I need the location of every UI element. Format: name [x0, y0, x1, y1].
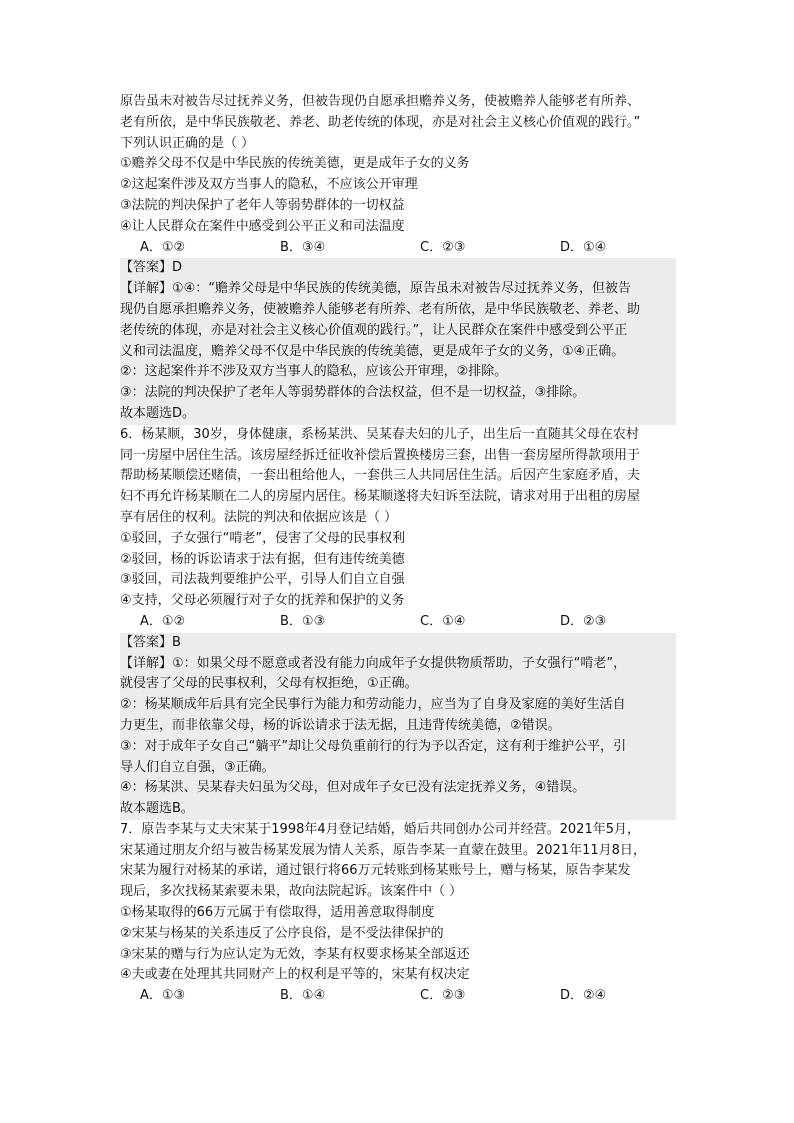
option-a: A．①③ — [140, 988, 186, 1004]
question-stem-line: 6．杨某顺，30岁，身体健康，系杨某洪、吴某春夫妇的儿子，出生后一直随其父母在农村 — [120, 426, 639, 442]
option-b: B．①③ — [280, 613, 326, 629]
statement-item: ①驳回，子女强行“啃老”，侵害了父母的民事权利 — [120, 530, 406, 546]
answer-options — [120, 612, 676, 633]
statement-item: ④让人民群众在案件中感受到公平正义和司法温度 — [120, 218, 405, 234]
option-b: B．①④ — [280, 988, 326, 1004]
answer-label: 【答案】B — [120, 634, 181, 650]
statement-item: ②驳回，杨的诉讼请求于法有据，但有违传统美德 — [120, 551, 405, 567]
option-c: C．①④ — [420, 613, 466, 629]
option-d: D．②④ — [560, 988, 607, 1004]
explanation-line: 导人们自立自强，③正确。 — [120, 759, 275, 775]
statement-item: ③法院的判决保护了老年人等弱势群体的一切权益 — [120, 197, 405, 213]
statement-item: ②这起案件涉及双方当事人的隐私，不应该公开审理 — [120, 177, 418, 193]
explanation-line: 义和司法温度，赡养父母不仅是中华民族的传统美德，更是成年子女的义务，①④正确。 — [120, 343, 625, 359]
statement-item: ④夫或妻在处理其共同财产上的权利是平等的，宋某有权决定 — [120, 967, 470, 983]
explanation-line: ②：杨某顺成年后具有完全民事行为能力和劳动能力，应当为了自身及家庭的美好生活自 — [120, 697, 626, 713]
explanation-line: 力更生，而非依靠父母，杨的诉讼请求于法无据，且违背传统美德，②错误。 — [120, 717, 561, 733]
question-stem-line: 宋某通过朋友介绍与被告杨某发展为情人关系，原告李某一直蒙在鼓里。2021年11月8日， — [120, 842, 646, 858]
document-page — [120, 92, 676, 1007]
explanation-line: 【详解】①：如果父母不愿意或者没有能力向成年子女提供物质帮助，子女强行“啃老”， — [120, 655, 627, 671]
explanation-line: 老传统的体现，亦是对社会主义核心价值观的践行。”，让人民群众在案件中感受到公平正 — [120, 322, 628, 338]
question-stem-line: 同一房屋中居住生活。该房屋经拆迁征收补偿后置换楼房三套，出售一套房屋所得款项用于 — [120, 447, 641, 463]
question-stem-line: 帮助杨某顺偿还赌债，一套出租给他人，一套供三人共同居住生活。后因产生家庭矛盾，夫 — [120, 468, 641, 484]
question-stem-line: 妇不再允许杨某顺在二人的房屋内居住。杨某顺遂将夫妇诉至法院，请求对用于出租的房屋 — [120, 489, 641, 505]
option-a: A．①② — [140, 239, 186, 255]
option-b: B．③④ — [280, 239, 326, 255]
statement-item: ③宋某的赠与行为应认定为无效，李某有权要求杨某全部返还 — [120, 946, 470, 962]
question-5 — [120, 92, 676, 425]
explanation-line: 就侵害了父母的民事权利，父母有权拒绝，①正确。 — [120, 676, 418, 692]
explanation-line: 故本题选B。 — [120, 801, 194, 817]
option-a: A．①② — [140, 613, 186, 629]
answer-options — [120, 986, 676, 1007]
statement-item: ③驳回，司法裁判要维护公平，引导人们自立自强 — [120, 572, 405, 588]
question-7 — [120, 820, 676, 1007]
answer-label: 【答案】D — [120, 260, 183, 276]
question-stem-line: 宋某为履行对杨某的承诺，通过银行将66万元转账到杨某账号上，赠与杨某，原告李某发 — [120, 863, 631, 879]
explanation-line: 现仍自愿承担赡养义务，使被赡养人能够老有所养、老有所依，是中华民族敬老、养老、助 — [120, 301, 641, 317]
question-stem-line: 下列认识正确的是（ ） — [120, 135, 255, 151]
statement-item: ①杨某取得的66万元属于有偿取得，适用善意取得制度 — [120, 905, 435, 921]
explanation-line: ③：法院的判决保护了老年人等弱势群体的合法权益，但不是一切权益，③排除。 — [120, 385, 586, 401]
statement-item: ②宋某与杨某的关系违反了公序良俗，是不受法律保护的 — [120, 925, 444, 941]
explanation-line: ③：对于成年子女自己“躺平”却让父母负重前行的行为予以否定，这有利于维护公平，引 — [120, 738, 627, 754]
option-d: D．①④ — [560, 239, 607, 255]
statement-item: ④支持，父母必须履行对子女的抚养和保护的义务 — [120, 593, 405, 609]
statement-item: ①赡养父母不仅是中华民族的传统美德，更是成年子女的义务 — [120, 156, 470, 172]
option-c: C．②③ — [420, 988, 466, 1004]
answer-explanation-block — [120, 258, 676, 424]
explanation-line: ②：这起案件并不涉及双方当事人的隐私，应该公开审理，②排除。 — [120, 364, 508, 380]
question-stem-line: 现后，多次找杨某索要未果，故向法院起诉。该案件中（ ） — [120, 884, 463, 900]
question-stem-line: 老有所依，是中华民族敬老、养老、助老传统的体现，亦是对社会主义核心价值观的践行。” — [120, 114, 641, 130]
answer-explanation-block — [120, 633, 676, 820]
question-stem-line: 原告虽未对被告尽过抚养义务，但被告现仍自愿承担赡养义务，使被赡养人能够老有所养、 — [120, 94, 641, 109]
question-stem-line: 7．原告李某与丈夫宋某于1998年4月登记结婚，婚后共同创办公司并经营。2021年5月， — [120, 821, 640, 837]
question-stem-line: 享有居住的权利。法院的判决和依据应该是（ ） — [120, 509, 398, 525]
option-c: C．②③ — [420, 239, 466, 255]
explanation-line: 故本题选D。 — [120, 405, 196, 421]
explanation-line: 【详解】①④：“赡养父母是中华民族的传统美德，原告虽未对被告尽过抚养义务，但被告 — [120, 281, 632, 297]
question-6 — [120, 425, 676, 820]
explanation-line: ④：杨某洪、吴某春夫妇虽为父母，但对成年子女已没有法定抚养义务，④错误。 — [120, 780, 586, 796]
answer-options — [120, 238, 676, 259]
option-d: D．②③ — [560, 613, 607, 629]
